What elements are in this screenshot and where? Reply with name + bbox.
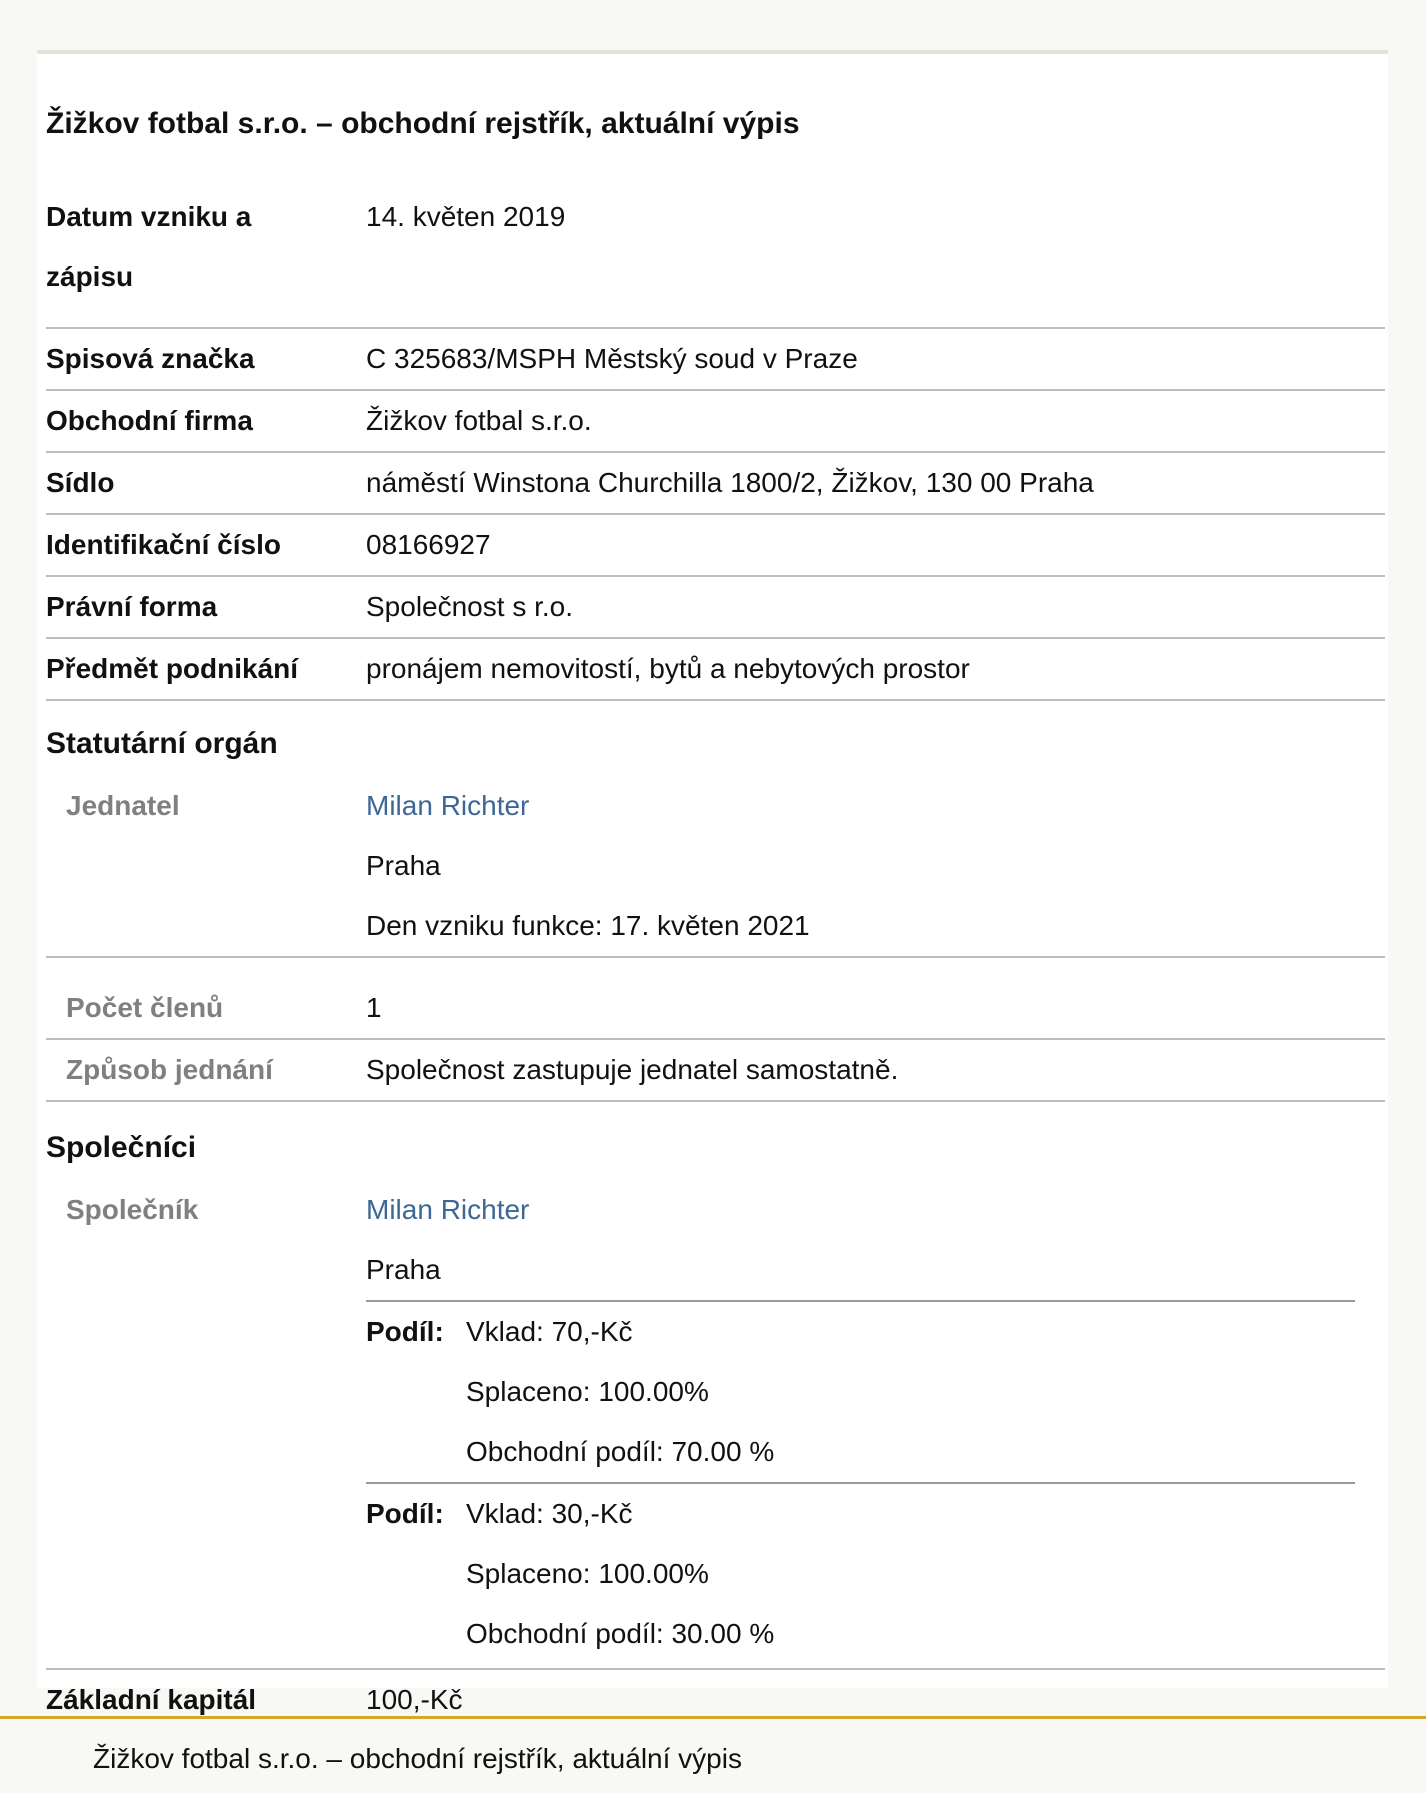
label-sidlo: Sídlo xyxy=(46,467,115,498)
row-zpusob-jednani xyxy=(46,1040,1385,1102)
row-predmet-podnikani xyxy=(46,639,1385,701)
footer xyxy=(0,1716,1426,1793)
value-jednatel-function-start: Den vzniku funkce: 17. květen 2021 xyxy=(366,910,810,941)
value-spolecnik-city: Praha xyxy=(366,1254,441,1285)
row-obchodni-firma xyxy=(46,391,1385,453)
value-obchodni-firma: Žižkov fotbal s.r.o. xyxy=(366,405,592,436)
share-vklad: Vklad: 30,-Kč xyxy=(466,1498,633,1529)
label-zakladni-kapital: Základní kapitál xyxy=(46,1684,257,1715)
row-spisova-znacka xyxy=(46,329,1385,391)
value-datum-vzniku: 14. květen 2019 xyxy=(366,201,566,232)
value-pravni-forma: Společnost s r.o. xyxy=(366,591,574,622)
row-ico xyxy=(46,515,1385,577)
row-jednatel xyxy=(46,776,1385,958)
value-zakladni-kapital: 100,-Kč xyxy=(366,1684,463,1715)
label-ico: Identifikační číslo xyxy=(46,529,281,560)
value-predmet-podnikani: pronájem nemovitostí, bytů a nebytových prostor xyxy=(366,653,970,684)
label-datum-vzniku-line2: zápisu xyxy=(46,261,134,292)
section-heading-spolecnici: Společníci xyxy=(46,1131,197,1164)
section-heading-statutarni-organ: Statutární orgán xyxy=(46,727,278,760)
label-obchodni-firma: Obchodní firma xyxy=(46,405,253,436)
row-datum-vzniku xyxy=(46,187,1385,329)
label-predmet-podnikani: Předmět podnikání xyxy=(46,653,299,684)
label-datum-vzniku-line1: Datum vzniku a xyxy=(46,201,252,232)
link-spolecnik-name[interactable]: Milan Richter xyxy=(366,1194,530,1225)
label-pocet-clenu: Počet členů xyxy=(66,992,224,1023)
value-spisova-znacka: C 325683/MSPH Městský soud v Praze xyxy=(366,343,858,374)
share-vklad: Vklad: 70,-Kč xyxy=(466,1316,633,1347)
share-splaceno: Splaceno: 100.00% xyxy=(466,1558,709,1589)
share-block xyxy=(366,1482,1355,1664)
label-zpusob-jednani: Způsob jednání xyxy=(66,1054,273,1085)
row-spolecnik xyxy=(46,1180,1385,1670)
link-jednatel-name[interactable]: Milan Richter xyxy=(366,790,530,821)
value-pocet-clenu: 1 xyxy=(366,992,382,1023)
row-pocet-clenu xyxy=(46,978,1385,1040)
label-pravni-forma: Právní forma xyxy=(46,591,218,622)
share-obchodni-podil: Obchodní podíl: 30.00 % xyxy=(466,1618,775,1649)
share-splaceno: Splaceno: 100.00% xyxy=(466,1376,709,1407)
footer-text: Žižkov fotbal s.r.o. – obchodní rejstřík, aktuální výpis xyxy=(93,1743,742,1774)
share-obchodni-podil: Obchodní podíl: 70.00 % xyxy=(466,1436,775,1467)
label-spolecnik: Společník xyxy=(66,1194,199,1225)
value-jednatel-city: Praha xyxy=(366,850,441,881)
value-zpusob-jednani: Společnost zastupuje jednatel samostatně. xyxy=(366,1054,899,1085)
share-label: Podíl: xyxy=(366,1498,444,1529)
label-jednatel: Jednatel xyxy=(66,790,180,821)
page-title: Žižkov fotbal s.r.o. – obchodní rejstřík, aktuální výpis xyxy=(46,107,800,140)
value-sidlo: náměstí Winstona Churchilla 1800/2, Žižkov, 130 00 Praha xyxy=(366,467,1094,498)
row-sidlo xyxy=(46,453,1385,515)
share-block xyxy=(366,1300,1355,1482)
register-extract-card xyxy=(37,50,1388,1715)
row-pravni-forma xyxy=(46,577,1385,639)
label-spisova-znacka: Spisová značka xyxy=(46,343,255,374)
share-label: Podíl: xyxy=(366,1316,444,1347)
value-ico: 08166927 xyxy=(366,529,491,560)
